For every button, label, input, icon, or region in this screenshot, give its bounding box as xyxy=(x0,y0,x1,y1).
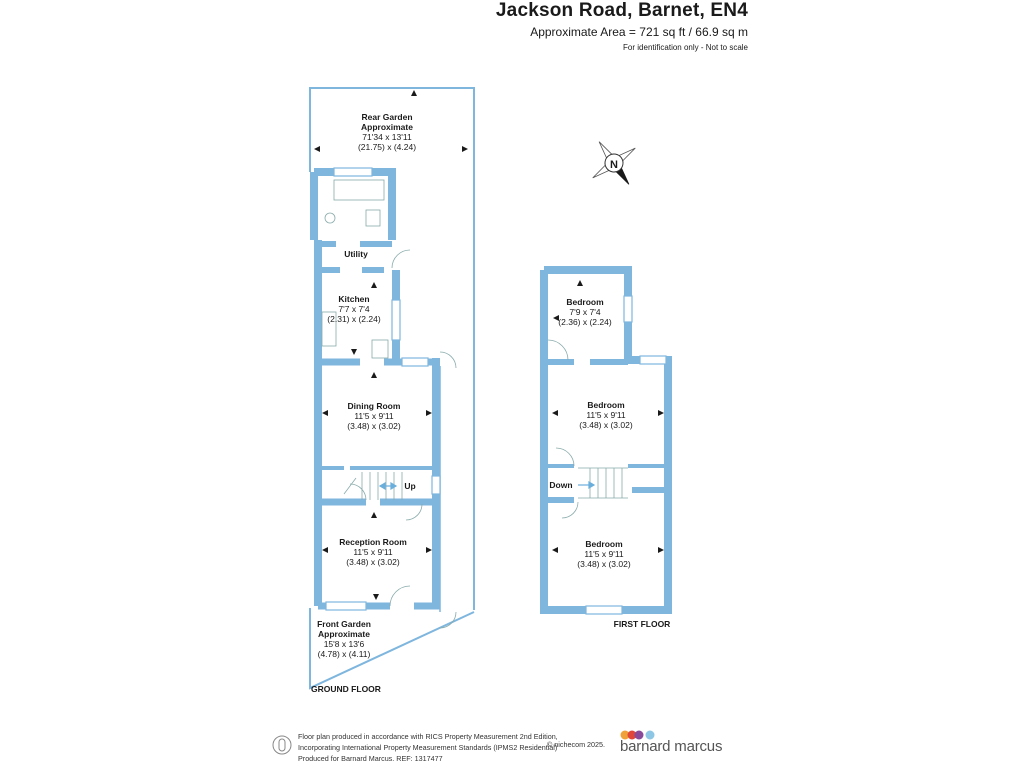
bedroom-middle-metric: (3.48) x (3.02) xyxy=(579,420,633,430)
scale-note: For identification only - Not to scale xyxy=(623,43,748,52)
approximate-area: Approximate Area = 721 sq ft / 66.9 sq m xyxy=(530,25,748,39)
front-garden-metric: (4.78) x (4.11) xyxy=(317,649,371,659)
dining-room-label: Dining Room xyxy=(347,401,401,411)
copyright: © nichecom 2025. xyxy=(547,740,606,749)
rear-garden-metric: (21.75) x (4.24) xyxy=(357,142,417,152)
kitchen-label: Kitchen xyxy=(338,294,370,304)
rics-badge-icon xyxy=(273,736,291,754)
dining-room-imperial: 11'5 x 9'11 xyxy=(354,411,394,421)
kitchen-imperial: 7'7 x 7'4 xyxy=(338,304,370,314)
footer-line-2: Incorporating International Property Measurement Standards (IPMS2 Residential) xyxy=(298,743,558,752)
bedroom-front-label: Bedroom xyxy=(585,539,623,549)
kitchen-metric: (2.31) x (2.24) xyxy=(327,314,381,324)
compass-north-label: N xyxy=(610,159,618,171)
footer-disclaimer xyxy=(298,731,558,764)
ground-stairs-label: Up xyxy=(404,481,416,491)
brand-name: barnard marcus xyxy=(620,738,723,755)
rear-garden-approx: Approximate xyxy=(361,122,413,132)
property-title: Jackson Road, Barnet, EN4 xyxy=(495,0,748,21)
bathroom-walls xyxy=(314,172,392,240)
bedroom-middle-label: Bedroom xyxy=(587,400,625,410)
bedroom-front-metric: (3.48) x (3.02) xyxy=(577,559,631,569)
reception-room-imperial: 11'5 x 9'11 xyxy=(353,547,393,557)
first-stairs-label: Down xyxy=(549,480,573,490)
bedroom-small-label: Bedroom xyxy=(566,297,604,307)
first-floor-stairs xyxy=(578,468,628,498)
front-garden-label: Front Garden xyxy=(317,619,371,629)
bedroom-small-metric: (2.36) x (2.24) xyxy=(558,317,612,327)
footer-line-3: Produced for Barnard Marcus. REF: 1317477 xyxy=(298,754,443,763)
footer-line-1: Floor plan produced in accordance with RICS Property Measurement 2nd Edition, xyxy=(298,732,558,741)
rear-garden-imperial: 71'34 x 13'11 xyxy=(362,132,412,142)
front-garden-imperial: 15'8 x 13'6 xyxy=(323,639,365,649)
utility-label: Utility xyxy=(344,249,368,259)
bedroom-front-imperial: 11'5 x 9'11 xyxy=(584,549,624,559)
reception-room-label: Reception Room xyxy=(339,537,407,547)
reception-room-metric: (3.48) x (3.02) xyxy=(346,557,400,567)
bedroom-middle-imperial: 11'5 x 9'11 xyxy=(586,410,626,420)
bedroom-small-imperial: 7'9 x 7'4 xyxy=(569,307,601,317)
ground-floor-label: GROUND FLOOR xyxy=(311,684,381,694)
rear-garden-label: Rear Garden xyxy=(361,112,413,122)
wall-definitions xyxy=(310,88,668,688)
first-floor-label: FIRST FLOOR xyxy=(613,619,671,629)
dining-room-metric: (3.48) x (3.02) xyxy=(347,421,401,431)
front-garden-approx: Approximate xyxy=(318,629,370,639)
